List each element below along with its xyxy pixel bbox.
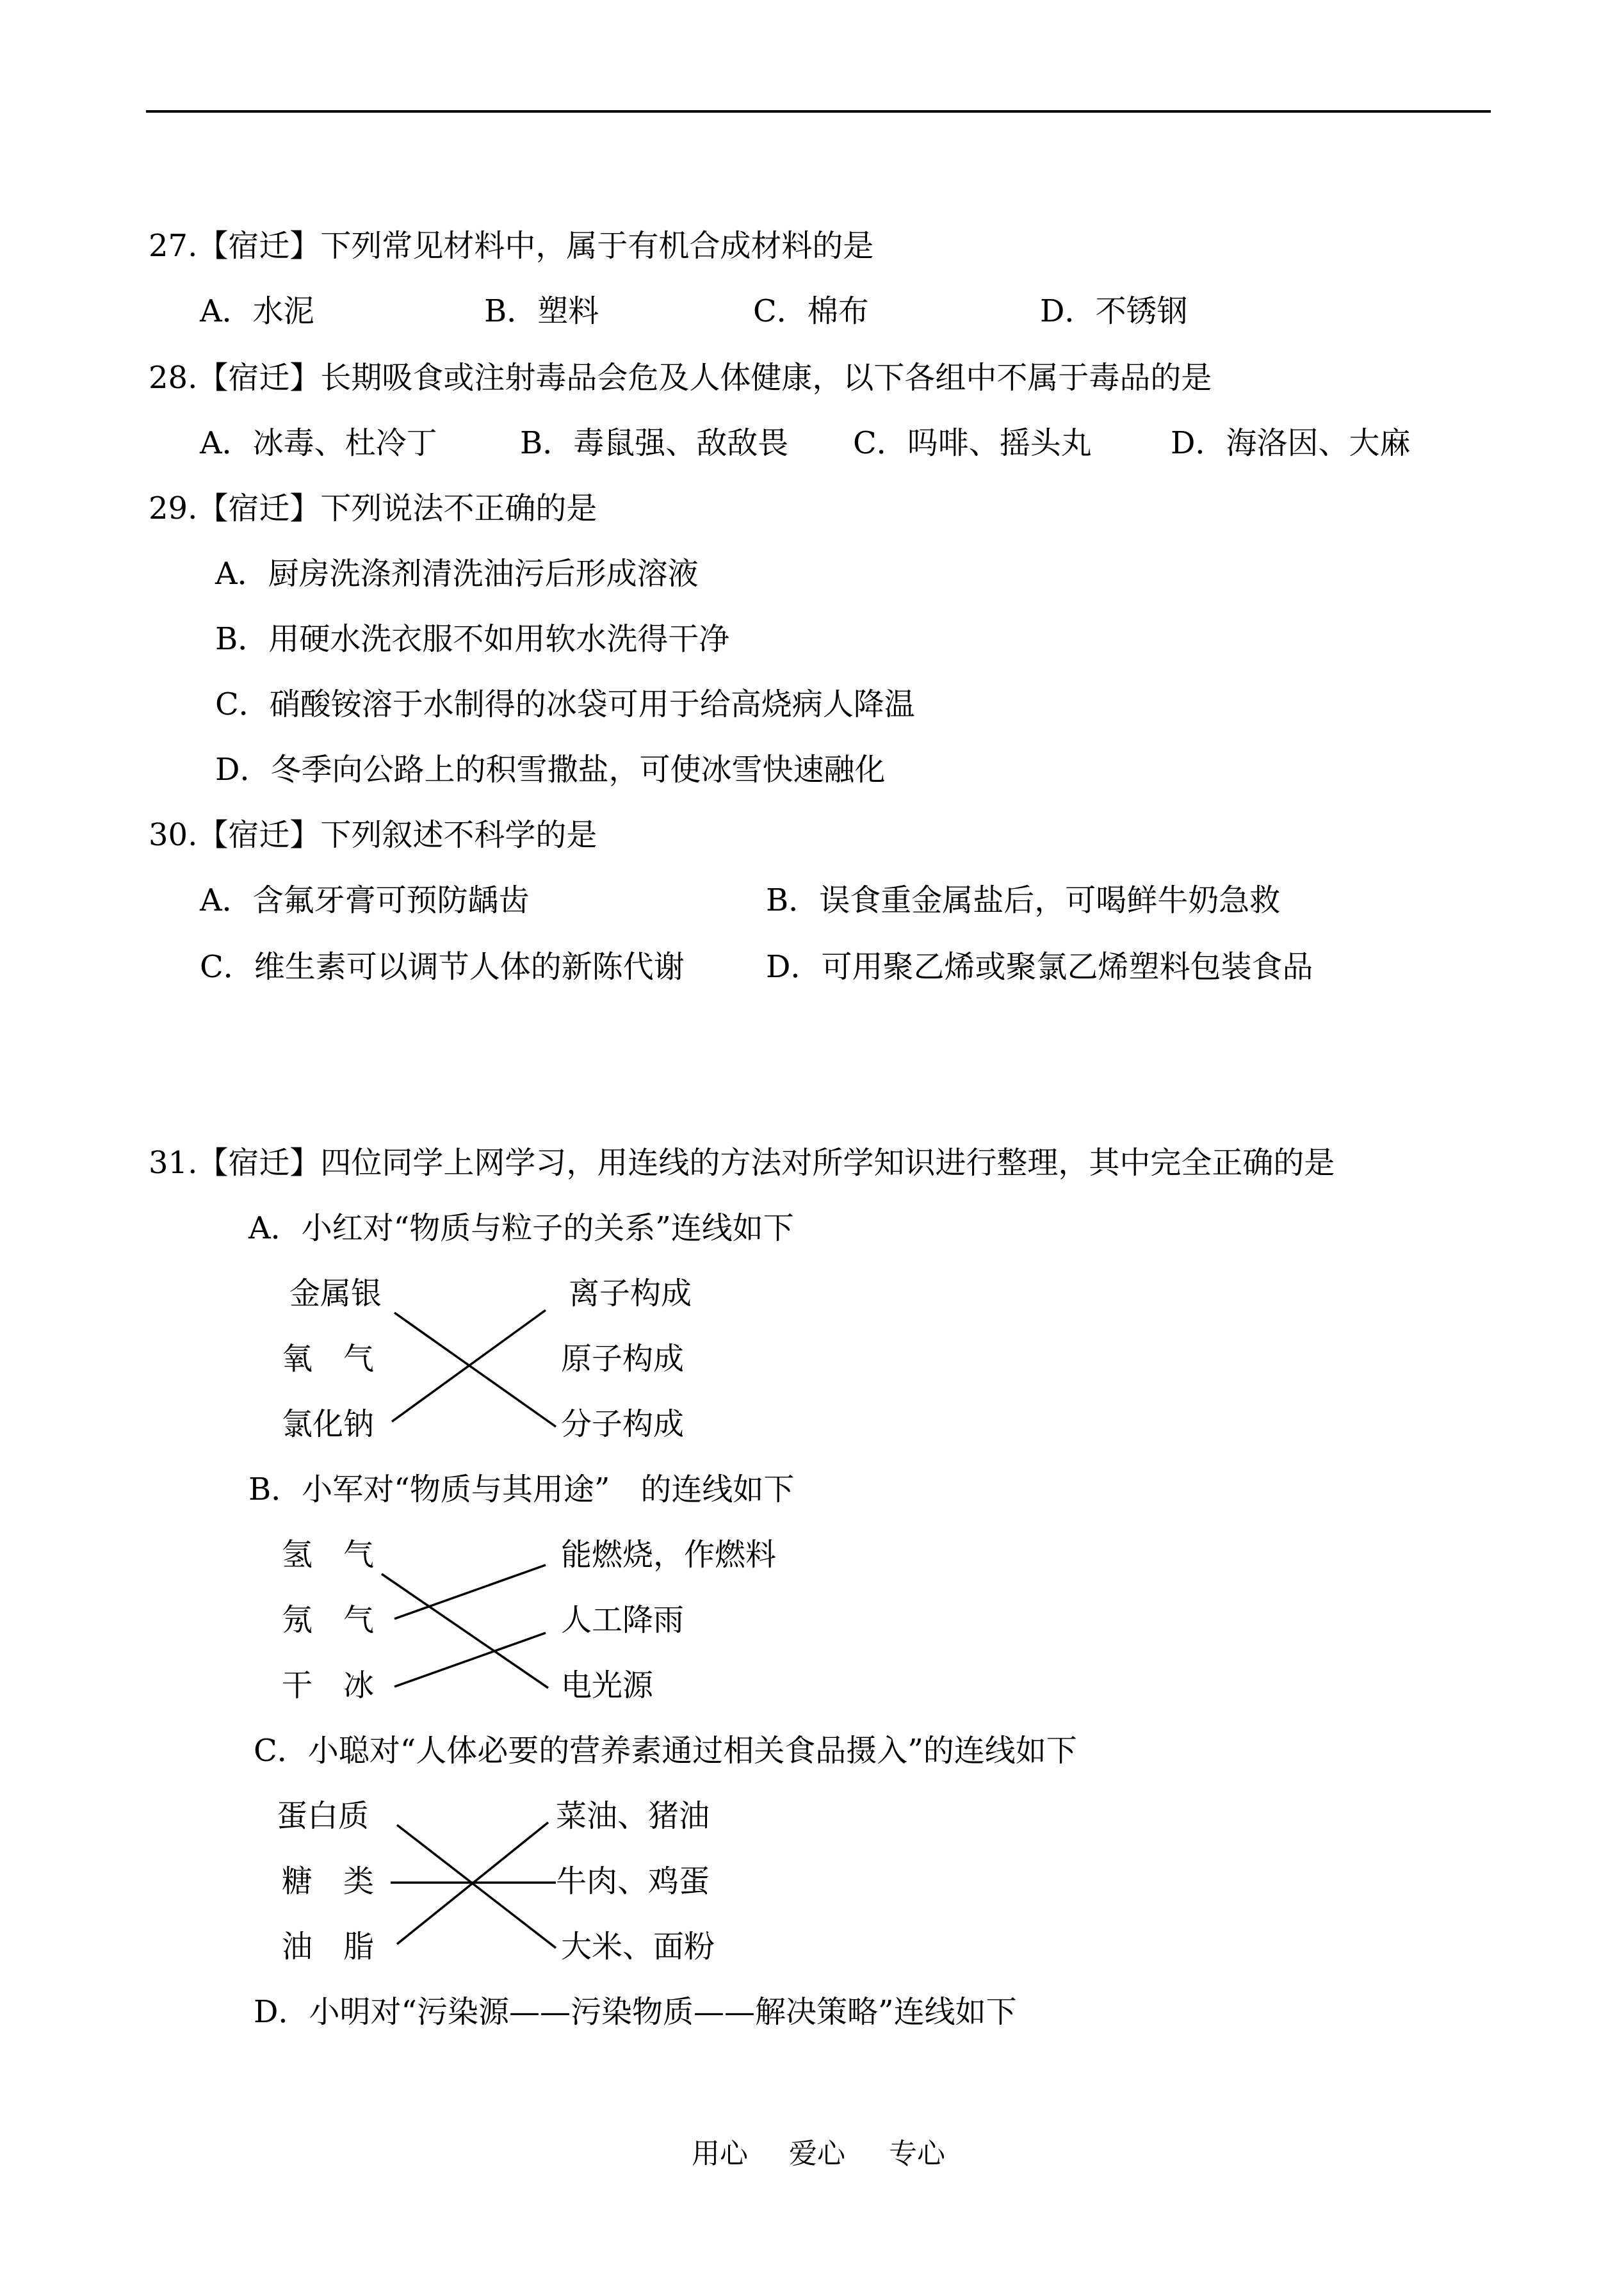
header-rule [146,110,1491,113]
q31-c-left-1: 蛋白质 [277,1798,369,1834]
footer-text-2: 爱心 [789,2137,845,2170]
q31-b-right-1: 能燃烧，作燃料 [561,1537,777,1573]
c-line-1 [397,1825,556,1948]
q31-c-right-3: 大米、面粉 [561,1929,715,1965]
q29-option-b: B．用硬水洗衣服不如用软水洗得干净 [215,621,730,657]
q27-stem: 27.【宿迁】下列常见材料中，属于有机合成材料的是 [149,228,874,264]
q30-option-a: A．含氟牙膏可预防龋齿 [200,882,530,918]
q31-a-left-2: 氧 气 [282,1341,375,1377]
q31-b-left-1: 氢 气 [282,1537,375,1573]
q30-option-b: B．误食重金属盐后，可喝鲜牛奶急救 [766,882,1281,918]
b-line-1 [382,1574,548,1688]
q29-option-c: C．硝酸铵溶于水制得的冰袋可用于给高烧病人降温 [215,686,915,722]
q31-a-right-3: 分子构成 [561,1406,685,1442]
q31-c-right-2: 牛肉、鸡蛋 [556,1863,710,1899]
q31-option-c-label: C．小聪对“人体必要的营养素通过相关食品摄入”的连线如下 [254,1733,1077,1769]
q27-option-d: D．不锈钢 [1040,293,1188,329]
q31-c-left-3: 油 脂 [282,1929,375,1965]
q31-a-left-1: 金属银 [289,1276,382,1311]
b-line-3 [394,1633,546,1687]
q28-option-b: B．毒鼠强、敌敌畏 [520,425,789,461]
q31-option-a-label: A．小红对“物质与粒子的关系”连线如下 [248,1210,794,1246]
q31-stem: 31.【宿迁】四位同学上网学习，用连线的方法对所学知识进行整理，其中完全正确的是 [149,1145,1335,1181]
q31-option-b-label: B．小军对“物质与其用途” 的连线如下 [248,1472,795,1507]
q29-stem: 29.【宿迁】下列说法不正确的是 [149,491,597,526]
b-line-2 [394,1565,546,1619]
q31-a-right-2: 原子构成 [561,1341,685,1377]
a-line-1 [394,1313,556,1427]
q27-option-a: A．水泥 [200,293,314,329]
q31-c-left-2: 糖 类 [282,1863,375,1899]
q28-option-d: D．海洛因、大麻 [1171,425,1411,461]
c-line-3 [397,1822,548,1944]
q30-option-c: C．维生素可以调节人体的新陈代谢 [200,949,685,985]
q28-stem: 28.【宿迁】长期吸食或注射毒品会危及人体健康，以下各组中不属于毒品的是 [149,360,1212,396]
footer-text-1: 用心 [692,2137,748,2170]
q31-b-left-2: 氖 气 [282,1602,375,1638]
q27-option-c: C．棉布 [753,293,869,329]
q31-c-right-1: 菜油、猪油 [556,1798,710,1834]
q31-option-d-label: D．小明对“污染源——污染物质——解决策略”连线如下 [254,1994,1017,2030]
q28-option-c: C．吗啡、摇头丸 [853,425,1092,461]
q31-b-right-3: 电光源 [561,1667,654,1703]
footer-text-3: 专心 [889,2137,945,2170]
q30-stem: 30.【宿迁】下列叙述不科学的是 [149,817,597,853]
q31-b-right-2: 人工降雨 [561,1602,685,1638]
q27-option-b: B．塑料 [484,293,599,329]
q31-a-left-3: 氯化钠 [282,1406,375,1442]
q29-option-d: D．冬季向公路上的积雪撒盐，可使冰雪快速融化 [215,752,886,788]
q30-option-d: D．可用聚乙烯或聚氯乙烯塑料包装食品 [766,949,1313,985]
q31-a-right-1: 离子构成 [569,1276,692,1311]
a-line-2 [392,1310,546,1422]
q29-option-a: A．厨房洗涤剂清洗油污后形成溶液 [215,556,699,592]
q28-option-a: A．冰毒、杜冷丁 [200,425,437,461]
q31-b-left-3: 干 冰 [282,1667,375,1703]
